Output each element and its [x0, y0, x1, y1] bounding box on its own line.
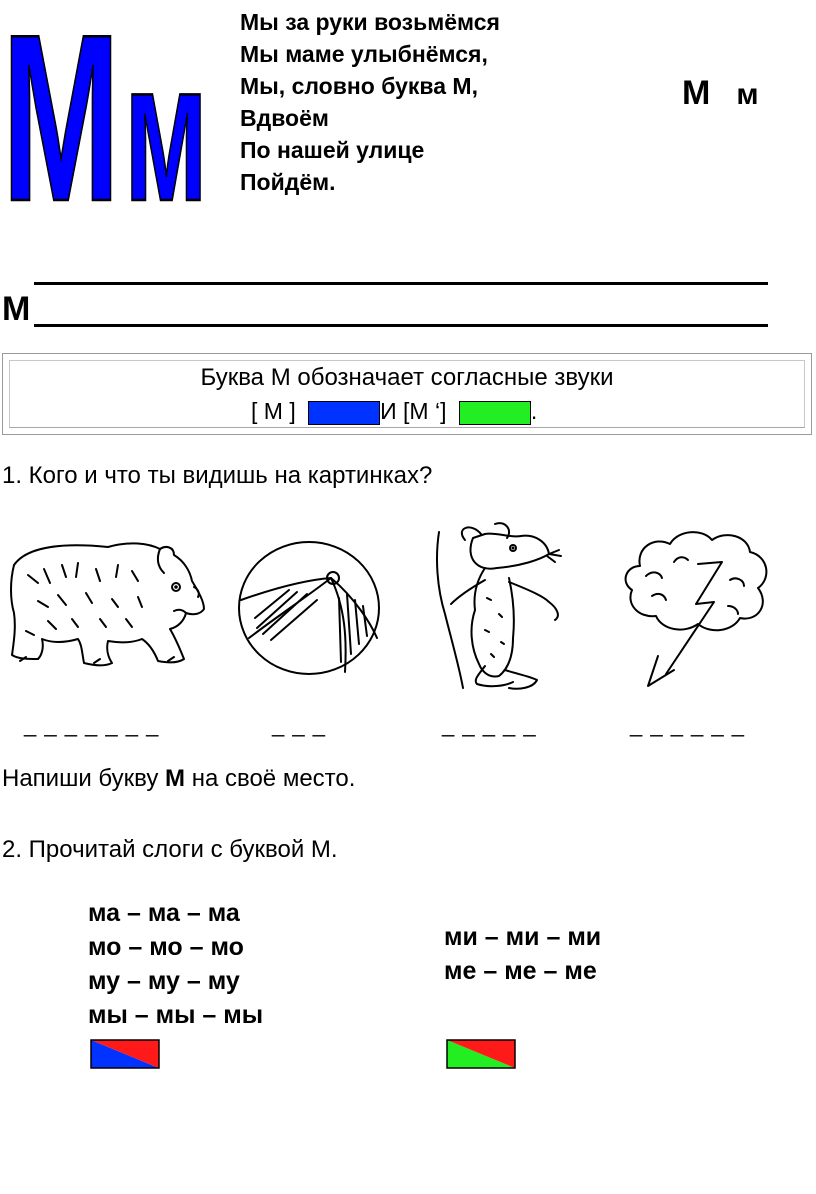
answer-dashes: _ _ _ _ _ _ _ — [24, 712, 160, 737]
sound-info-box — [2, 353, 812, 435]
hard-sound-label: [ М ] — [251, 398, 296, 424]
letter-pair — [682, 74, 759, 113]
sound-info-line: Буква М обозначает согласные звуки — [200, 364, 614, 391]
conjunction-label: И [М ‘] — [380, 398, 447, 424]
legend-end: . — [530, 398, 538, 424]
syllable-row: ме – ме – ме — [444, 957, 597, 985]
syllable-row: мы – мы – мы — [88, 1001, 264, 1029]
soft-sound-swatch — [459, 401, 531, 425]
answer-dashes: _ _ _ _ _ — [442, 712, 537, 737]
task1-instruction: Напиши букву М на своё место. — [2, 765, 356, 792]
poem-line: Мы маме улыбнёмся, — [240, 41, 488, 67]
big-upper-letter: М — [2, 8, 120, 206]
soft-syllable-scheme — [446, 1039, 516, 1069]
poem — [240, 6, 500, 198]
bear-icon — [8, 535, 210, 673]
ball-icon — [235, 538, 383, 678]
letter-upper: М — [682, 74, 711, 112]
big-lower-letter: м — [124, 20, 208, 206]
syllable-row: ма – ма – ма — [88, 899, 240, 927]
task1-question: 1. Кого и что ты видишь на картинках? — [2, 462, 433, 489]
syllable-row: ми – ми – ми — [444, 923, 602, 951]
syllable-row: му – му – му — [88, 967, 240, 995]
letter-lower: м — [736, 78, 759, 111]
hard-syllables — [88, 896, 263, 1032]
hard-syllable-scheme — [90, 1039, 160, 1069]
task2-title: 2. Прочитай слоги с буквой М. — [2, 836, 338, 863]
writing-line-top — [34, 282, 768, 285]
soft-syllables — [444, 920, 601, 988]
answer-dashes: _ _ _ _ _ _ — [630, 712, 745, 737]
sound-legend — [251, 398, 537, 425]
writing-line-bottom — [34, 324, 768, 327]
poem-line: По нашей улице — [240, 137, 425, 163]
syllable-row: мо – мо – мо — [88, 933, 244, 961]
writing-start-letter: М — [2, 290, 31, 328]
poem-line: Мы за руки возьмёмся — [240, 9, 500, 35]
big-letter-m-graphic — [0, 8, 212, 206]
poem-line: Мы, словно буква М, — [240, 73, 478, 99]
instruction-letter: М — [165, 765, 186, 792]
answer-dashes: _ _ _ — [272, 712, 326, 737]
mouse-icon — [425, 518, 577, 696]
hard-sound-swatch — [308, 401, 380, 425]
lightning-icon — [618, 526, 776, 694]
poem-line: Вдвоём — [240, 105, 329, 131]
poem-line: Пойдём. — [240, 169, 336, 195]
